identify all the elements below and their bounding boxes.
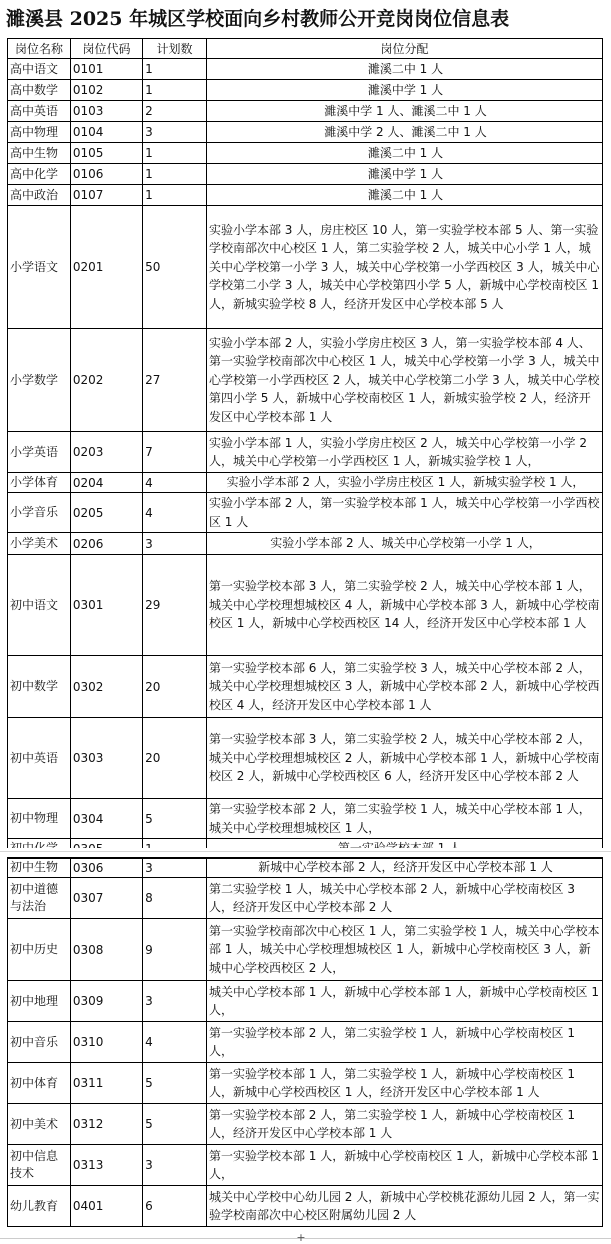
position-code-cell: 0311 [70, 1063, 142, 1104]
position-name-cell: 初中信息技术 [8, 1145, 71, 1186]
plan-count-cell: 5 [143, 1063, 207, 1104]
position-code-cell: 0204 [70, 473, 142, 493]
position-name-cell: 初中语文 [8, 555, 71, 656]
allocation-cell: 第一实验学校南部次中心校区 1 人，第二实验学校 1 人，城关中心学校本部 1 人，城关中心学校理想城校区 1 人，新城中心学校南校区 3 人，新城中心学校西校区 2 人， [206, 919, 602, 981]
job-table-part2 [7, 857, 603, 1227]
position-name-cell: 小学音乐 [8, 493, 71, 533]
position-name-cell: 高中英语 [8, 101, 71, 122]
position-code-cell: 0203 [70, 432, 142, 473]
position-name-cell: 小学英语 [8, 432, 71, 473]
position-name-cell: 初中美术 [8, 1104, 71, 1145]
position-name-cell: 高中物理 [8, 122, 71, 143]
table-row [8, 1104, 603, 1145]
table-row [8, 919, 603, 981]
plan-count-cell: 4 [143, 473, 207, 493]
plan-count-cell: 5 [143, 799, 207, 839]
table-row [8, 718, 603, 799]
plan-count-cell: 1 [143, 80, 207, 101]
position-code-cell: 0308 [70, 919, 142, 981]
plan-count-cell: 27 [143, 329, 207, 432]
allocation-cell: 濉溪中学 1 人、濉溪二中 1 人 [206, 101, 602, 122]
position-name-cell: 初中物理 [8, 799, 71, 839]
table-row [8, 122, 603, 143]
page-break [0, 848, 611, 857]
allocation-cell: 濉溪二中 1 人 [206, 185, 602, 206]
position-name-cell: 初中音乐 [8, 1022, 71, 1063]
position-code-cell: 0104 [70, 122, 142, 143]
plan-count-cell: 7 [143, 432, 207, 473]
plan-count-cell: 3 [143, 122, 207, 143]
plan-count-cell: 3 [143, 858, 207, 878]
plan-count-cell: 4 [143, 493, 207, 533]
table-row [8, 185, 603, 206]
position-name-cell: 小学美术 [8, 533, 71, 555]
allocation-cell: 濉溪二中 1 人 [206, 143, 602, 164]
plan-count-cell: 3 [143, 533, 207, 555]
table-row [8, 1186, 603, 1227]
position-code-cell: 0306 [70, 858, 142, 878]
position-name-cell: 高中数学 [8, 80, 71, 101]
allocation-cell: 新城中心学校本部 2 人，经济开发区中心学校本部 1 人 [206, 858, 602, 878]
header-cell: 计划数 [143, 39, 207, 59]
plan-count-cell: 2 [143, 101, 207, 122]
table-row [8, 533, 603, 555]
page-break-line [0, 851, 611, 852]
plan-count-cell: 29 [143, 555, 207, 656]
header-cell: 岗位分配 [206, 39, 602, 59]
position-code-cell: 0101 [70, 59, 142, 80]
job-table-part1 [7, 38, 603, 859]
allocation-cell: 城关中心学校本部 1 人，新城中心学校本部 1 人，新城中心学校南校区 1 人， [206, 981, 602, 1022]
table-row [8, 799, 603, 839]
position-code-cell: 0105 [70, 143, 142, 164]
table-row [8, 1022, 603, 1063]
position-name-cell: 初中体育 [8, 1063, 71, 1104]
table-row [8, 80, 603, 101]
allocation-cell: 实验小学本部 2 人，实验小学房庄校区 3 人，第一实验学校本部 4 人、第一实验学校南部次中心校区 1 人，城关中心学校第一小学 3 人，城关中心学校第一小学西校区 2 人，城关中心学校第二小学 3 人，城关中心学校第四小学 5 人，新城中心学校南校区 1 人，新城实验学校 2 人，经济开发区中心学校本部 1 人 [206, 329, 602, 432]
plan-count-cell: 50 [143, 206, 207, 329]
plan-count-cell: 1 [143, 164, 207, 185]
position-code-cell: 0304 [70, 799, 142, 839]
plan-count-cell: 1 [143, 143, 207, 164]
allocation-cell: 第一实验学校本部 1 人，新城中心学校南校区 1 人，新城中心学校本部 1 人， [206, 1145, 602, 1186]
position-name-cell: 初中道德与法治 [8, 878, 71, 919]
position-name-cell: 初中数学 [8, 656, 71, 718]
position-code-cell: 0302 [70, 656, 142, 718]
table-row [8, 656, 603, 718]
plan-count-cell: 3 [143, 981, 207, 1022]
position-code-cell: 0206 [70, 533, 142, 555]
table-header-row [8, 39, 603, 59]
plan-count-cell: 4 [143, 1022, 207, 1063]
position-name-cell: 高中化学 [8, 164, 71, 185]
position-code-cell: 0202 [70, 329, 142, 432]
position-name-cell: 小学体育 [8, 473, 71, 493]
plan-count-cell: 9 [143, 919, 207, 981]
table-row [8, 555, 603, 656]
table-row [8, 858, 603, 878]
plan-count-cell: 5 [143, 1104, 207, 1145]
position-code-cell: 0301 [70, 555, 142, 656]
position-name-cell: 初中英语 [8, 718, 71, 799]
allocation-cell: 第一实验学校本部 3 人，第二实验学校 2 人，城关中心学校本部 2 人，城关中心学校理想城校区 2 人，新城中心学校本部 1 人，新城中心学校南校区 2 人，新城中心学校西校区 6 人，经济开发区中心学校本部 2 人 [206, 718, 602, 799]
position-code-cell: 0313 [70, 1145, 142, 1186]
table-row [8, 432, 603, 473]
allocation-cell: 实验小学本部 2 人、城关中心学校第一小学 1 人， [206, 533, 602, 555]
table-row [8, 164, 603, 185]
position-name-cell: 初中地理 [8, 981, 71, 1022]
allocation-cell: 第一实验学校本部 6 人，第二实验学校 3 人，城关中心学校本部 2 人，城关中心学校理想城校区 3 人，新城中心学校本部 2 人，新城中心学校西校区 4 人，经济开发区中心学校本部 1 人 [206, 656, 602, 718]
add-page-icon[interactable]: + [296, 1231, 306, 1244]
position-code-cell: 0401 [70, 1186, 142, 1227]
table-row [8, 981, 603, 1022]
position-code-cell: 0102 [70, 80, 142, 101]
position-name-cell: 小学数学 [8, 329, 71, 432]
plan-count-cell: 1 [143, 59, 207, 80]
position-code-cell: 0205 [70, 493, 142, 533]
allocation-cell: 第一实验学校本部 1 人，第二实验学校 1 人，新城中心学校南校区 1 人，新城中心学校西校区 1 人，经济开发区中心学校本部 1 人 [206, 1063, 602, 1104]
table-row [8, 493, 603, 533]
plan-count-cell: 20 [143, 656, 207, 718]
allocation-cell: 城关中心学校中心幼儿园 2 人，新城中心学校桃花源幼儿园 2 人，第一实验学校南部次中心校区附属幼儿园 2 人 [206, 1186, 602, 1227]
allocation-cell: 第二实验学校 1 人，城关中心学校本部 2 人，新城中心学校南校区 3 人，经济开发区中心学校本部 2 人 [206, 878, 602, 919]
plan-count-cell: 3 [143, 1145, 207, 1186]
page-title: 濉溪县 2025 年城区学校面向乡村教师公开竞岗岗位信息表 [6, 8, 510, 30]
table-row [8, 101, 603, 122]
position-name-cell: 高中生物 [8, 143, 71, 164]
position-name-cell: 初中历史 [8, 919, 71, 981]
allocation-cell: 实验小学本部 3 人，房庄校区 10 人，第一实验学校本部 5 人、第一实验学校南部次中心校区 1 人，第二实验学校 2 人，城关中心小学 1 人，城关中心学校第一小学 3 人，城关中心学校第一小学西校区 3 人，城关中心学校第二小学 3 人，城关中心学校第四小学 5 人，新城中心学校南校区 1 人，新城实验学校 8 人，经济开发区中心学校本部 5 人 [206, 206, 602, 329]
allocation-cell: 实验小学本部 1 人，实验小学房庄校区 2 人，城关中心学校第一小学 2 人，城关中心学校第一小学西校区 1 人，新城实验学校 1 人， [206, 432, 602, 473]
position-code-cell: 0307 [70, 878, 142, 919]
table-row [8, 143, 603, 164]
plan-count-cell: 20 [143, 718, 207, 799]
position-name-cell: 初中生物 [8, 858, 71, 878]
position-name-cell: 小学语文 [8, 206, 71, 329]
header-cell: 岗位名称 [8, 39, 71, 59]
plan-count-cell: 8 [143, 878, 207, 919]
position-code-cell: 0107 [70, 185, 142, 206]
table-row [8, 1063, 603, 1104]
table-row [8, 1145, 603, 1186]
allocation-cell: 第一实验学校本部 2 人，第二实验学校 1 人，新城中心学校南校区 1 人， [206, 1022, 602, 1063]
allocation-cell: 第一实验学校本部 2 人，第二实验学校 1 人，城关中心学校本部 1 人，城关中心学校理想城校区 1 人， [206, 799, 602, 839]
allocation-cell: 实验小学本部 2 人，实验小学房庄校区 1 人，新城实验学校 1 人， [206, 473, 602, 493]
allocation-cell: 第一实验学校本部 3 人，第二实验学校 2 人，城关中心学校本部 1 人，城关中心学校理想城校区 4 人，新城中心学校本部 3 人，新城中心学校南校区 1 人，新城中心学校西校区 14 人，经济开发区中心学校本部 1 人 [206, 555, 602, 656]
position-code-cell: 0309 [70, 981, 142, 1022]
position-code-cell: 0103 [70, 101, 142, 122]
table-row [8, 59, 603, 80]
allocation-cell: 濉溪中学 1 人 [206, 164, 602, 185]
position-name-cell: 高中语文 [8, 59, 71, 80]
position-code-cell: 0310 [70, 1022, 142, 1063]
position-name-cell: 幼儿教育 [8, 1186, 71, 1227]
position-code-cell: 0201 [70, 206, 142, 329]
table-row [8, 206, 603, 329]
allocation-cell: 濉溪二中 1 人 [206, 59, 602, 80]
table-row [8, 473, 603, 493]
position-code-cell: 0106 [70, 164, 142, 185]
allocation-cell: 濉溪中学 2 人、濉溪二中 1 人 [206, 122, 602, 143]
allocation-cell: 第一实验学校本部 2 人，第二实验学校 1 人，新城中心学校南校区 1 人，经济开发区中心学校本部 1 人 [206, 1104, 602, 1145]
allocation-cell: 濉溪中学 1 人 [206, 80, 602, 101]
position-name-cell: 高中政治 [8, 185, 71, 206]
table-row [8, 329, 603, 432]
position-code-cell: 0312 [70, 1104, 142, 1145]
position-code-cell: 0303 [70, 718, 142, 799]
allocation-cell: 实验小学本部 2 人，第一实验学校本部 1 人，城关中心学校第一小学西校区 1 人 [206, 493, 602, 533]
table-row [8, 878, 603, 919]
plan-count-cell: 6 [143, 1186, 207, 1227]
plan-count-cell: 1 [143, 185, 207, 206]
header-cell: 岗位代码 [70, 39, 142, 59]
